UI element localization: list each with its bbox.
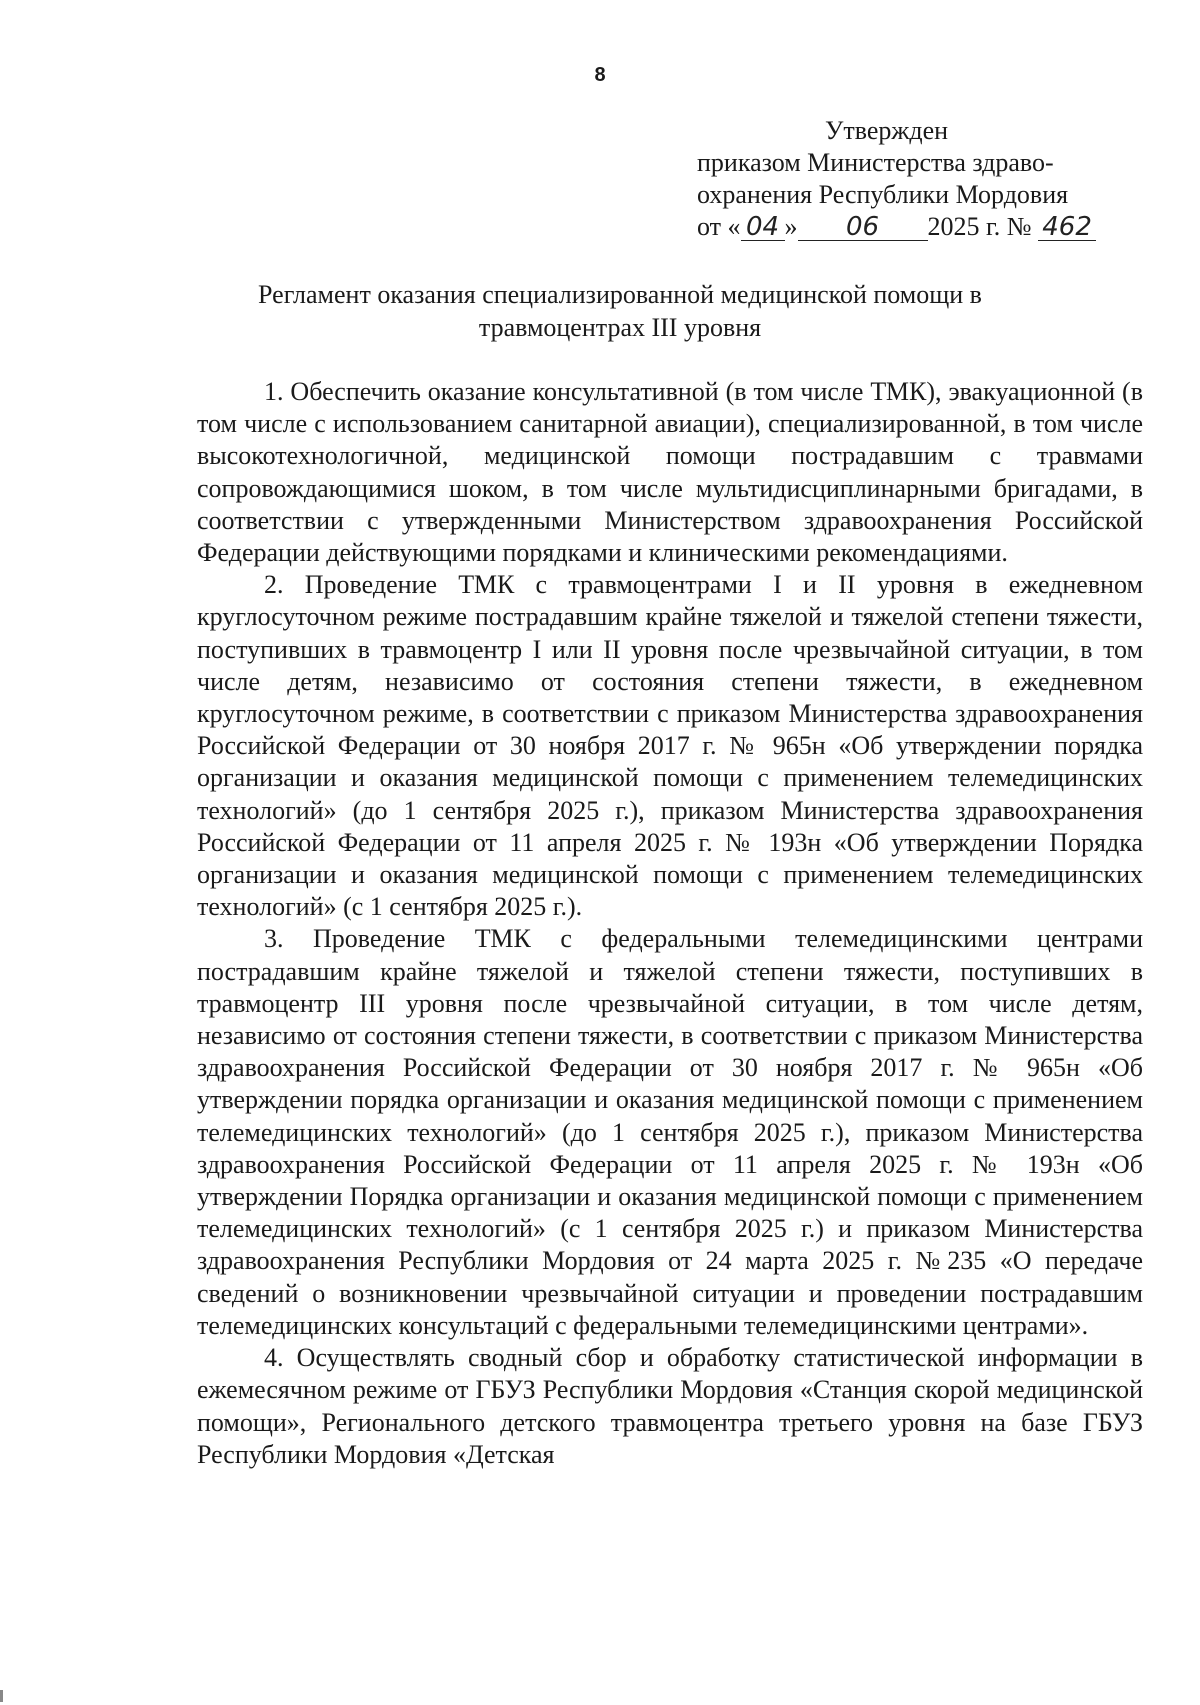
approval-line-2: охранения Республики Мордовия: [697, 180, 1069, 209]
document-title: [180, 278, 1060, 344]
handwritten-day: 04: [741, 214, 785, 241]
date-mid: »: [784, 212, 798, 241]
page-number: 8: [594, 64, 606, 86]
document-body: [197, 376, 1143, 1471]
approval-line-1: приказом Министерства здраво-: [697, 148, 1054, 177]
handwritten-order-number: 462: [1038, 214, 1096, 241]
approval-block: [697, 115, 1137, 243]
paragraph-2: 2. Проведение ТМК с травмоцентрами I и II уровня в ежедневном круглосуточном режиме пострадавшим крайне тяжелой и тяжелой степени тяжести, поступивших в травмоцентр I или II уровня после чрезвычайной ситуации, в том числе детям, независимо от состояния степени тяжести, в ежедневном круглосуточном режиме, в соответствии с приказом Министерства здравоохранения Российской Федерации от 30 ноября 2017 г. № 965н «Об утверждении порядка организации и оказания медицинской помощи с применением телемедицинских технологий» (до 1 сентября 2025 г.), приказом Министерства здравоохранения Российской Федерации от 11 апреля 2025 г. № 193н «Об утверждении Порядка организации и оказания медицинской помощи с применением телемедицинских технологий» (с 1 сентября 2025 г.).: [197, 570, 1143, 922]
paragraph-3: 3. Проведение ТМК с федеральными телемедицинскими центрами пострадавшим крайне тяжелой и тяжелой степени тяжести, поступивших в травмоцентр III уровня после чрезвычайной ситуации, в том числе детям, независимо от состояния степени тяжести, в соответствии с приказом Министерства здравоохранения Российской Федерации от 30 ноября 2017 г. № 965н «Об утверждении порядка организации и оказания медицинской помощи с применением телемедицинских технологий» (до 1 сентября 2025 г.), приказом Министерства здравоохранения Российской Федерации от 11 апреля 2025 г. № 193н «Об утверждении Порядка организации и оказания медицинской помощи с применением телемедицинских технологий» (с 1 сентября 2025 г.) и приказом Министерства здравоохранения Республики Мордовия от 24 марта 2025 г. №235 «О передаче сведений о возникновении чрезвычайной ситуации и проведении пострадавшим телемедицинских консультаций с федеральными телемедицинскими центрами».: [197, 924, 1143, 1340]
date-year: 2025 г. №: [927, 212, 1032, 241]
approval-heading: Утвержден: [825, 116, 949, 145]
title-line-1: Регламент оказания специализированной медицинской помощи в: [258, 280, 982, 309]
paragraph-1: 1. Обеспечить оказание консультативной (в том числе ТМК), эвакуационной (в том числе с использованием санитарной авиации), специализированной, в том числе высокотехнологичной, медицинской помощи пострадавшим с травмами сопровождающимися шоком, в том числе мультидисциплинарными бригадами, в соответствии с утвержденными Министерством здравоохранения Российской Федерации действующими порядками и клиническими рекомендациями.: [197, 377, 1143, 568]
title-line-2: травмоцентрах III уровня: [478, 313, 762, 342]
scan-margin-mark: [0, 1690, 3, 1702]
paragraph-4: 4. Осуществлять сводный сбор и обработку статистической информации в ежемесячном режиме от ГБУЗ Республики Мордовия «Станция скорой медицинской помощи», Регионального детского травмоцентра третьего уровня на базе ГБУЗ Республики Мордовия «Детская: [197, 1343, 1143, 1469]
handwritten-month: 06: [798, 214, 928, 241]
approval-date-line: [697, 211, 1137, 243]
date-prefix: от «: [697, 212, 741, 241]
